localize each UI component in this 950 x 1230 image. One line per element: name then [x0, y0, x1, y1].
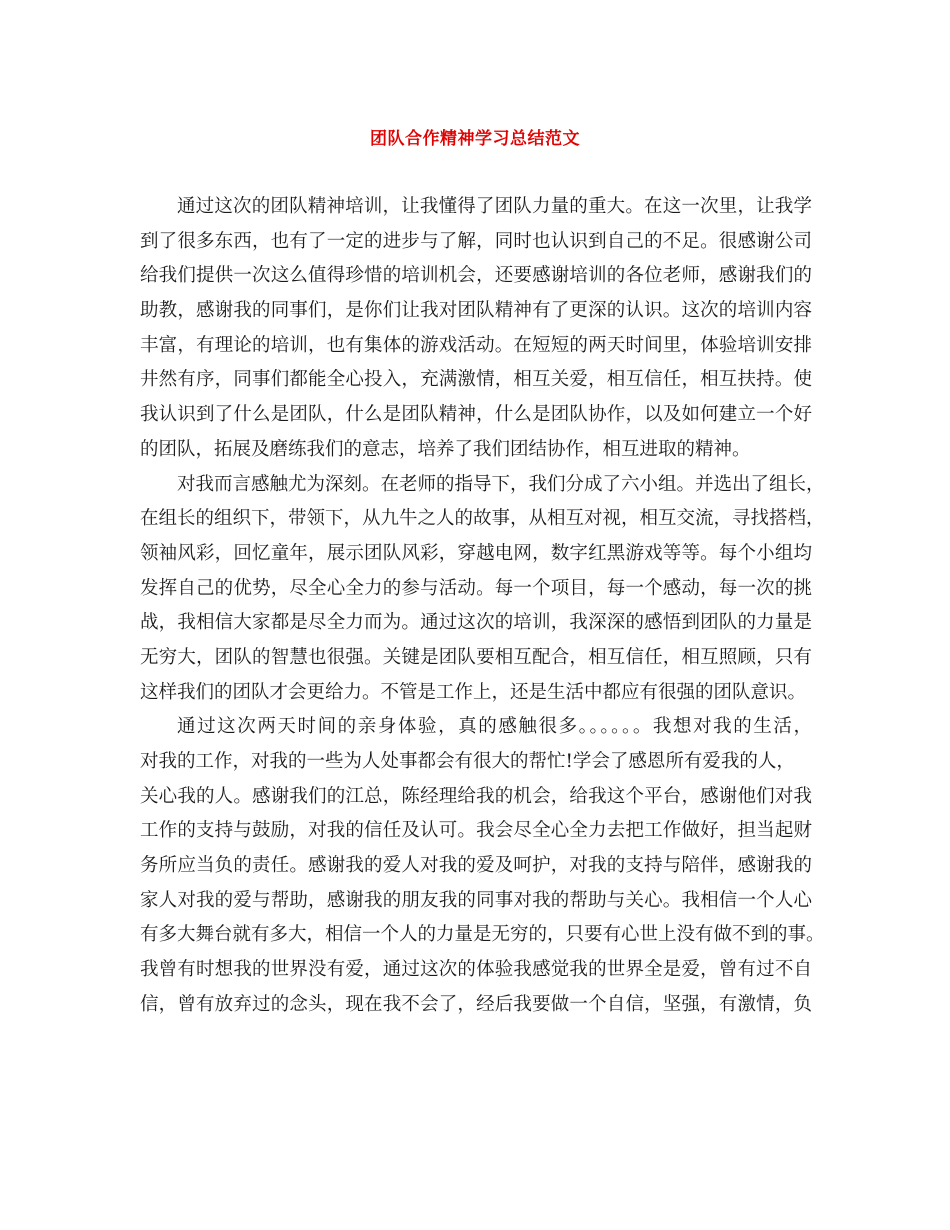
text-line: 井然有序，同事们都能全心投入，充满激情，相互关爱，相互信任，相互扶持。使: [140, 369, 812, 391]
text-line: 战，我相信大家都是尽全力而为。通过这次的培训，我深深的感悟到团队的力量是: [140, 612, 812, 634]
text-line: 家人对我的爱与帮助，感谢我的朋友我的同事对我的帮助与关心。我相信一个人心: [140, 889, 812, 911]
text-line: 在组长的组织下，带领下，从九牛之人的故事，从相互对视，相互交流，寻找搭档，: [140, 508, 825, 530]
text-line: 给我们提供一次这么值得珍惜的培训机会，还要感谢培训的各位老师，感谢我们的: [140, 265, 812, 287]
text-line: 的团队，拓展及磨练我们的意志，培养了我们团结协作，相互进取的精神。: [140, 438, 751, 460]
text-line: 务所应当负的责任。感谢我的爱人对我的爱及呵护，对我的支持与陪伴，感谢我的: [140, 855, 812, 877]
text-line: 关心我的人。感谢我们的江总，陈经理给我的机会，给我这个平台，感谢他们对我: [140, 785, 812, 807]
text-line: 助教，感谢我的同事们，是你们让我对团队精神有了更深的认识。这次的培训内容: [140, 300, 812, 322]
text-line: 有多大舞台就有多大，相信一个人的力量是无穷的，只要有心世上没有做不到的事。: [140, 924, 825, 946]
text-line: 到了很多东西，也有了一定的进步与了解，同时也认识到自己的不足。很感谢公司: [140, 230, 812, 252]
document-title: 团队合作精神学习总结范文: [370, 129, 580, 149]
text-line: 无穷大，团队的智慧也很强。关键是团队要相互配合，相互信任，相互照顾，只有: [140, 646, 812, 668]
text-line: 发挥自己的优势，尽全心全力的参与活动。每一个项目，每一个感动，每一次的挑: [140, 577, 812, 599]
text-line: 工作的支持与鼓励，对我的信任及认可。我会尽全心全力去把工作做好，担当起财: [140, 820, 812, 842]
text-line: 这样我们的团队才会更给力。不管是工作上，还是生活中都应有很强的团队意识。: [140, 681, 807, 703]
text-line: 我曾有时想我的世界没有爱，通过这次的体验我感觉我的世界全是爱，曾有过不自: [140, 959, 812, 981]
text-line: 信，曾有放弃过的念头，现在我不会了，经后我要做一个自信，坚强，有激情，负: [140, 993, 812, 1015]
text-line: 领袖风彩，回忆童年，展示团队风彩，穿越电网，数字红黑游戏等等。每个小组均: [140, 542, 812, 564]
text-line: 丰富，有理论的培训，也有集体的游戏活动。在短短的两天时间里，体验培训安排: [140, 334, 812, 356]
text-line: 对我而言感触尤为深刻。在老师的指导下，我们分成了六小组。并选出了组长，: [177, 473, 825, 495]
text-line: 通过这次的团队精神培训，让我懂得了团队力量的重大。在这一次里，让我学: [177, 196, 812, 217]
document-body: [140, 190, 825, 1023]
text-line: 我认识到了什么是团队，什么是团队精神，什么是团队协作，以及如何建立一个好: [140, 404, 812, 426]
text-line: 通过这次两天时间的亲身体验，真的感触很多。。。。。。我想对我的生活，: [177, 716, 812, 738]
text-line: 对我的工作，对我的一些为人处事都会有很大的帮忙!学会了感恩所有爱我的人，: [140, 751, 795, 772]
